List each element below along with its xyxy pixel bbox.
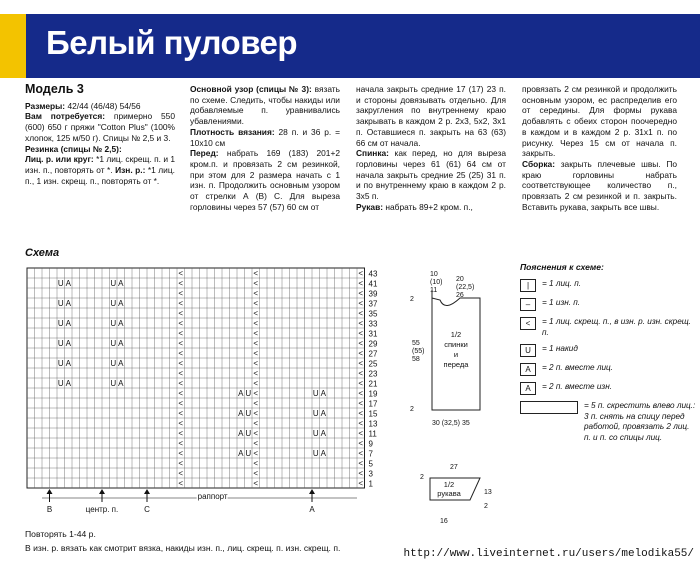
chart-cell-symbol: U: [110, 339, 117, 348]
sleeve-dim-right: 13 2: [484, 489, 492, 510]
chart-cell-symbol: U: [57, 279, 64, 288]
chart-cell-symbol: U: [110, 359, 117, 368]
chart-cell-symbol: <: [178, 469, 184, 478]
chart-cell-symbol: U: [57, 359, 64, 368]
page-title: Белый пуловер: [46, 24, 298, 61]
row-number: 9: [368, 439, 373, 449]
chart-cell-symbol: U: [245, 429, 252, 438]
rib-label: Резинка (спицы № 2,5):: [25, 143, 122, 154]
chart-cell-symbol: <: [253, 409, 259, 418]
chart-cell-symbol: <: [253, 449, 259, 458]
chart-cell-symbol: <: [358, 319, 364, 328]
body-dim-height: 55 (55) 58: [412, 340, 425, 363]
row-number: 11: [368, 429, 377, 439]
chart-cell-symbol: <: [178, 399, 184, 408]
row-number: 1: [368, 479, 373, 489]
chart-cell-symbol: <: [253, 399, 259, 408]
legend-title: Пояснения к схеме:: [520, 262, 604, 272]
row-number: 25: [368, 359, 378, 369]
chart-cell-symbol: U: [110, 299, 117, 308]
chart-arrows: [42, 489, 357, 514]
repeat-note: Повторять 1-44 р.: [25, 529, 96, 539]
chart-cell-symbol: <: [253, 369, 259, 378]
chart-cell-symbol: U: [245, 409, 252, 418]
chart-cell-symbol: A: [118, 279, 124, 288]
chart-cell-symbol: <: [253, 269, 259, 278]
chart-cell-symbol: U: [312, 449, 319, 458]
sleeve-label: Рукав:: [356, 201, 384, 212]
row-number: 15: [368, 409, 378, 419]
legend-item: | = 1 лиц. п.: [520, 279, 698, 292]
chart-cell-symbol: <: [253, 419, 259, 428]
chart-cell-symbol: A: [65, 279, 71, 288]
row-number: 33: [368, 319, 378, 329]
chart-cell-symbol: <: [178, 319, 184, 328]
chart-cell-symbol: A: [238, 389, 244, 398]
chart-legend: [520, 262, 698, 449]
chart-cell-symbol: <: [358, 469, 364, 478]
chart-cell-symbol: <: [253, 339, 259, 348]
body-center-label: 1/2 спинки и переда: [443, 330, 469, 369]
chart-cell-symbol: <: [358, 359, 364, 368]
chart-cell-symbol: <: [178, 479, 184, 488]
sizes-value: 42/44 (46/48) 54/56: [67, 100, 141, 111]
sleeve-text: набрать 89+2 кром. п.,: [385, 201, 473, 212]
legend-item: A = 2 п. вместе изн.: [520, 382, 698, 395]
chart-cell-symbol: <: [178, 449, 184, 458]
chart-cell-symbol: U: [57, 319, 64, 328]
front-label: Перед:: [190, 148, 219, 159]
row-number: 13: [368, 419, 378, 429]
row-number: 5: [368, 459, 373, 469]
chart-cell-symbol: U: [312, 429, 319, 438]
row-number: 27: [368, 349, 378, 359]
chart-cell-symbol: U: [312, 389, 319, 398]
chart-cell-symbol: <: [358, 429, 364, 438]
rib-purl-label: Изн. р.:: [115, 164, 146, 175]
chart-cell-symbol: A: [320, 409, 326, 418]
chart-cell-symbol: <: [358, 289, 364, 298]
chart-cell-symbol: <: [253, 429, 259, 438]
chart-cell-symbol: A: [65, 319, 71, 328]
row-number: 41: [368, 279, 378, 289]
chart-cell-symbol: <: [253, 319, 259, 328]
chart-cell-symbol: A: [238, 409, 244, 418]
chart-cell-symbol: <: [358, 369, 364, 378]
chart-cell-symbol: <: [253, 309, 259, 318]
chart-cell-symbol: <: [253, 379, 259, 388]
model-heading: Модель 3: [25, 82, 84, 96]
chart-cell-symbol: <: [358, 349, 364, 358]
scheme-heading: Схема: [25, 247, 60, 259]
row-number: 7: [368, 449, 373, 459]
repeat-label: раппорт: [197, 492, 228, 501]
chart-cell-symbol: <: [178, 329, 184, 338]
chart-cell-symbol: <: [178, 339, 184, 348]
assembly-label: Сборка:: [522, 158, 555, 169]
legend-item: A = 2 п. вместе лиц.: [520, 363, 698, 376]
chart-cell-symbol: <: [358, 309, 364, 318]
chart-cell-symbol: <: [178, 269, 184, 278]
chart-cell-symbol: <: [253, 439, 259, 448]
rib-purl-text: *1 лиц. п., 1 изн. скрещ. п., повторять от *.: [25, 164, 175, 186]
rib-knit-label: Лиц. р. или круг:: [25, 154, 94, 165]
chart-cell-symbol: <: [358, 269, 364, 278]
body-dim-bottom: 30 (32,5) 35: [432, 420, 470, 427]
row-number: 39: [368, 289, 378, 299]
gauge-label: Плотность вязания:: [190, 126, 275, 137]
chart-cell-symbol: <: [253, 459, 259, 468]
chart-cell-symbol: <: [358, 459, 364, 468]
row-number: 37: [368, 299, 378, 309]
chart-cell-symbol: <: [358, 449, 364, 458]
chart-cell-symbol: <: [178, 379, 184, 388]
chart-cell-symbol: <: [178, 409, 184, 418]
chart-cell-symbol: <: [253, 349, 259, 358]
sizes-label: Размеры:: [25, 100, 66, 111]
gauge-text: 28 п. и 36 р. = 10х10 см: [190, 126, 340, 148]
chart-cell-symbol: <: [358, 409, 364, 418]
purl-row-note: В изн. р. вязать как смотрит вязка, накиды изн. п., лиц. скрещ. п. изн. скрещ. п.: [25, 543, 341, 553]
sleeve-dim-bottom: 16: [440, 518, 448, 525]
chart-cell-symbol: <: [253, 389, 259, 398]
chart-cell-symbol: A: [320, 429, 326, 438]
chart-cell-symbol: U: [110, 379, 117, 388]
chart-cell-symbol: <: [178, 279, 184, 288]
chart-cell-symbol: <: [253, 279, 259, 288]
pattern-label: Основной узор (спицы № 3):: [190, 84, 312, 94]
chart-cell-symbol: <: [358, 299, 364, 308]
chart-cell-symbol: U: [312, 409, 319, 418]
row-number: 31: [368, 329, 378, 339]
chart-cell-symbol: A: [118, 379, 124, 388]
row-number: 23: [368, 369, 378, 379]
chart-cell-symbol: <: [358, 329, 364, 338]
row-numbers: [369, 270, 378, 489]
chart-cell-symbol: <: [178, 389, 184, 398]
row-number: 35: [368, 309, 378, 319]
chart-cell-symbol: <: [178, 429, 184, 438]
legend-item: U = 1 накид: [520, 344, 698, 357]
chart-symbols: [58, 269, 364, 488]
chart-cell-symbol: U: [57, 339, 64, 348]
chart-cell-symbol: A: [118, 319, 124, 328]
chart-cell-symbol: A: [118, 299, 124, 308]
chart-cell-symbol: A: [238, 429, 244, 438]
assembly-text: закрыть плечевые швы. По краю горловины набрать соответствующее количество п., провязать 2 см резинкой и п. закрыть. Вставить рукава, закрыть все швы.: [522, 158, 677, 212]
back-text: как перед, но для выреза горловины через 61 (61) 64 см от начала закрыть средние 25 (25) 31 п. и по внутреннему краю в каждом 2 р. 3х5 п.: [356, 148, 506, 202]
chart-cell-symbol: <: [358, 339, 364, 348]
chart-cell-symbol: <: [253, 359, 259, 368]
body-dim-top: 10 (10) 11: [430, 271, 443, 294]
chart-cell-symbol: A: [238, 449, 244, 458]
chart-cell-symbol: <: [178, 349, 184, 358]
chart-cell-symbol: A: [118, 339, 124, 348]
chart-cell-symbol: <: [178, 419, 184, 428]
row-number: 29: [368, 339, 378, 349]
chart-cell-symbol: <: [253, 469, 259, 478]
chart-cell-symbol: A: [65, 359, 71, 368]
chart-cell-symbol: U: [245, 449, 252, 458]
row-number: 19: [368, 389, 378, 399]
front-text: набрать 169 (183) 201+2 кром.п. и провязать 2 см резинкой, при этом для 2 размера начать с 1 изн. п. Продолжить основным узором от стрелки А (В) С. Для выреза горловины через 57 (57) 60 см от: [190, 148, 341, 212]
sleeve-dim-top: 27: [450, 464, 458, 471]
pattern-text: вязать по схеме. Следить, чтобы накиды или добавляемые п. уравнивались убавлениями.: [190, 84, 340, 127]
chart-cell-symbol: <: [178, 459, 184, 468]
chart-cell-symbol: <: [178, 309, 184, 318]
chart-cell-symbol: <: [253, 329, 259, 338]
sleeve-text-cont: провязать 2 см резинкой и продолжить основным узором, ес распределив его от середины. Для формы рукава добавлять с обеих сторон поочередно в каждом и в каждом 2 р. 31х1 п. по рисунку. Через 15 см от начала п. закрыть.: [522, 84, 677, 159]
row-number: 3: [368, 469, 373, 479]
chart-cell-symbol: U: [110, 319, 117, 328]
chart-cell-symbol: <: [358, 389, 364, 398]
chart-cell-symbol: <: [178, 289, 184, 298]
chart-cell-symbol: U: [57, 379, 64, 388]
body-dim-bottom-left: 2: [410, 406, 414, 413]
chart-cell-symbol: <: [178, 369, 184, 378]
legend-item: = 5 п. скрестить влево лиц.: 3 п. снять на спицу перед работой, провязать 2 лиц. п. и п. со спицы лиц.: [520, 401, 698, 443]
sleeve-dim-left: 2: [420, 474, 424, 481]
chart-cell-symbol: <: [358, 479, 364, 488]
chart-cell-symbol: A: [65, 379, 71, 388]
chart-arrow-label: A: [309, 505, 315, 514]
chart-arrow-label: центр. п.: [85, 505, 119, 514]
legend-item: – = 1 изн. п.: [520, 298, 698, 311]
chart-cell-symbol: U: [245, 389, 252, 398]
chart-cell-symbol: <: [253, 479, 259, 488]
chart-cell-symbol: <: [358, 419, 364, 428]
chart-cell-symbol: U: [57, 299, 64, 308]
chart-cell-symbol: A: [320, 389, 326, 398]
body-dim-left: 2: [410, 296, 414, 303]
materials-label: Вам потребуется:: [25, 111, 106, 122]
chart-cell-symbol: <: [178, 439, 184, 448]
row-number: 17: [368, 399, 378, 409]
rib-knit-text: *1 лиц. скрещ. п. и 1 изн. п., повторять от *.: [25, 154, 176, 175]
chart-cell-symbol: <: [178, 299, 184, 308]
chart-cell-symbol: <: [358, 379, 364, 388]
materials-text: примерно 550 (600) 650 г пряжи "Cotton Plus" (100% хлопок, 125 м/50 г). Спицы № 2,5 и 3.: [25, 111, 175, 143]
chart-cell-symbol: <: [178, 359, 184, 368]
front-text-cont: начала закрыть средние 17 (17) 23 п. и стороны довязывать отдельно. Для закругления по внутреннему краю закрывать в каждом 2 р. 2х3, 5х2, 3х1 п. Оставшиеся п. закрыть на 63 (63) 66 см от начала.: [356, 84, 506, 148]
watermark-url: http://www.liveinternet.ru/users/melodika55/: [403, 548, 694, 560]
chart-cell-symbol: <: [358, 279, 364, 288]
chart-arrow-label: C: [144, 505, 150, 514]
sleeve-center-label: 1/2 рукава: [437, 480, 461, 498]
legend-item: < = 1 лиц. скрещ. п., в изн. р. изн. скрещ. п.: [520, 317, 698, 338]
chart-cell-symbol: A: [320, 449, 326, 458]
chart-cell-symbol: A: [65, 339, 71, 348]
chart-cell-symbol: <: [253, 299, 259, 308]
chart-arrow-label: B: [46, 505, 53, 514]
chart-cell-symbol: U: [110, 279, 117, 288]
chart-cell-symbol: <: [358, 399, 364, 408]
back-label: Спинка:: [356, 148, 389, 159]
chart-cell-symbol: <: [253, 289, 259, 298]
chart-cell-symbol: <: [358, 439, 364, 448]
row-number: 43: [368, 269, 378, 279]
chart-cell-symbol: A: [65, 299, 71, 308]
chart-cell-symbol: A: [118, 359, 124, 368]
row-number: 21: [368, 379, 378, 389]
body-dim-top-right: 20 (22,5) 26: [456, 276, 475, 299]
